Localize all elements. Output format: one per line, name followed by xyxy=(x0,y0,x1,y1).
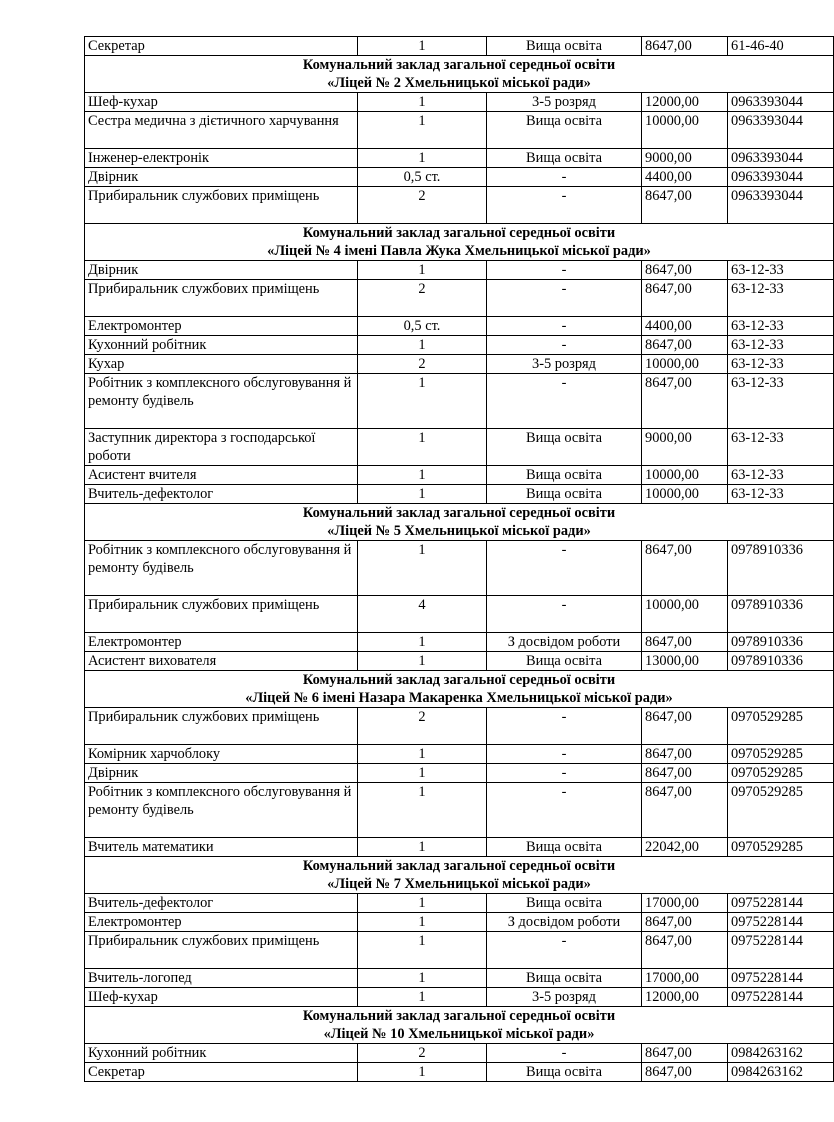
table-row xyxy=(85,633,834,652)
requirement-cell: - xyxy=(487,708,642,745)
requirement-cell: Вища освіта xyxy=(487,969,642,988)
salary-cell: 10000,00 xyxy=(642,112,728,149)
salary-cell: 17000,00 xyxy=(642,969,728,988)
institution-type: Комунальний заклад загальної середньої освіти xyxy=(302,672,616,688)
count-cell: 1 xyxy=(358,485,487,504)
position-cell: Кухонний робітник xyxy=(85,1044,358,1063)
document-page xyxy=(84,36,803,1082)
table-row xyxy=(85,112,834,149)
count-cell: 1 xyxy=(358,988,487,1007)
table-row xyxy=(85,541,834,596)
phone-cell: 63-12-33 xyxy=(728,485,834,504)
position-cell: Двірник xyxy=(85,764,358,783)
requirement-cell: - xyxy=(487,932,642,969)
table-row xyxy=(85,355,834,374)
requirement-cell: - xyxy=(487,764,642,783)
salary-cell: 12000,00 xyxy=(642,93,728,112)
position-cell: Робітник з комплексного обслуговування й ремонту будівель xyxy=(85,783,358,838)
position-cell: Прибиральник службових приміщень xyxy=(85,708,358,745)
position-cell: Секретар xyxy=(85,1063,358,1082)
requirement-cell: - xyxy=(487,596,642,633)
position-cell: Сестра медична з дієтичного харчування xyxy=(85,112,358,149)
institution-name: «Ліцей № 2 Хмельницької міської ради» xyxy=(327,75,591,91)
count-cell: 1 xyxy=(358,374,487,429)
salary-cell: 4400,00 xyxy=(642,317,728,336)
requirement-cell: Вища освіта xyxy=(487,485,642,504)
salary-cell: 8647,00 xyxy=(642,261,728,280)
position-cell: Вчитель математики xyxy=(85,838,358,857)
salary-cell: 9000,00 xyxy=(642,149,728,168)
count-cell: 1 xyxy=(358,913,487,932)
count-cell: 1 xyxy=(358,93,487,112)
position-cell: Вчитель-логопед xyxy=(85,969,358,988)
requirement-cell: - xyxy=(487,187,642,224)
institution-type: Комунальний заклад загальної середньої освіти xyxy=(302,858,616,874)
requirement-cell: З досвідом роботи xyxy=(487,633,642,652)
institution-header xyxy=(85,224,834,261)
table-row xyxy=(85,485,834,504)
institution-name: «Ліцей № 10 Хмельницької міської ради» xyxy=(323,1026,595,1042)
requirement-cell: 3-5 розряд xyxy=(487,93,642,112)
position-cell: Кухонний робітник xyxy=(85,336,358,355)
requirement-cell: Вища освіта xyxy=(487,652,642,671)
requirement-cell: Вища освіта xyxy=(487,149,642,168)
count-cell: 1 xyxy=(358,149,487,168)
institution-type: Комунальний заклад загальної середньої освіти xyxy=(302,57,616,73)
table-row xyxy=(85,1063,834,1082)
table-row xyxy=(85,969,834,988)
count-cell: 1 xyxy=(358,261,487,280)
table-row xyxy=(85,708,834,745)
phone-cell: 63-12-33 xyxy=(728,466,834,485)
requirement-cell: - xyxy=(487,541,642,596)
salary-cell: 8647,00 xyxy=(642,913,728,932)
table-row xyxy=(85,149,834,168)
table-row xyxy=(85,280,834,317)
salary-cell: 8647,00 xyxy=(642,280,728,317)
institution-name: «Ліцей № 5 Хмельницької міської ради» xyxy=(327,523,591,539)
salary-cell: 10000,00 xyxy=(642,485,728,504)
position-cell: Прибиральник службових приміщень xyxy=(85,280,358,317)
position-cell: Заступник директора з господарської роботи xyxy=(85,429,358,466)
phone-cell: 0963393044 xyxy=(728,112,834,149)
phone-cell: 63-12-33 xyxy=(728,355,834,374)
count-cell: 1 xyxy=(358,652,487,671)
institution-header xyxy=(85,56,834,93)
count-cell: 2 xyxy=(358,355,487,374)
phone-cell: 0970529285 xyxy=(728,708,834,745)
position-cell: Електромонтер xyxy=(85,913,358,932)
requirement-cell: Вища освіта xyxy=(487,894,642,913)
institution-header xyxy=(85,1007,834,1044)
requirement-cell: З досвідом роботи xyxy=(487,913,642,932)
salary-cell: 10000,00 xyxy=(642,596,728,633)
salary-cell: 8647,00 xyxy=(642,1044,728,1063)
position-cell: Вчитель-дефектолог xyxy=(85,894,358,913)
requirement-cell: - xyxy=(487,745,642,764)
table-row xyxy=(85,596,834,633)
table-row xyxy=(85,1044,834,1063)
phone-cell: 63-12-33 xyxy=(728,317,834,336)
count-cell: 1 xyxy=(358,336,487,355)
phone-cell: 0970529285 xyxy=(728,745,834,764)
position-cell: Секретар xyxy=(85,37,358,56)
requirement-cell: 3-5 розряд xyxy=(487,355,642,374)
table-row xyxy=(85,913,834,932)
table-row xyxy=(85,932,834,969)
phone-cell: 0984263162 xyxy=(728,1063,834,1082)
table-row xyxy=(85,37,834,56)
table-row xyxy=(85,429,834,466)
institution-header-row xyxy=(85,224,834,261)
phone-cell: 0970529285 xyxy=(728,838,834,857)
table-row xyxy=(85,374,834,429)
phone-cell: 63-12-33 xyxy=(728,261,834,280)
institution-header-row xyxy=(85,671,834,708)
position-cell: Прибиральник службових приміщень xyxy=(85,596,358,633)
phone-cell: 0978910336 xyxy=(728,633,834,652)
phone-cell: 63-12-33 xyxy=(728,374,834,429)
count-cell: 2 xyxy=(358,280,487,317)
phone-cell: 0975228144 xyxy=(728,894,834,913)
requirement-cell: Вища освіта xyxy=(487,112,642,149)
table-row xyxy=(85,838,834,857)
salary-cell: 8647,00 xyxy=(642,374,728,429)
salary-cell: 10000,00 xyxy=(642,355,728,374)
position-cell: Вчитель-дефектолог xyxy=(85,485,358,504)
count-cell: 1 xyxy=(358,541,487,596)
phone-cell: 0978910336 xyxy=(728,596,834,633)
requirement-cell: - xyxy=(487,1044,642,1063)
salary-cell: 8647,00 xyxy=(642,745,728,764)
requirement-cell: Вища освіта xyxy=(487,466,642,485)
phone-cell: 0978910336 xyxy=(728,541,834,596)
requirement-cell: - xyxy=(487,280,642,317)
requirement-cell: 3-5 розряд xyxy=(487,988,642,1007)
salary-cell: 8647,00 xyxy=(642,1063,728,1082)
count-cell: 1 xyxy=(358,932,487,969)
position-cell: Робітник з комплексного обслуговування й ремонту будівель xyxy=(85,374,358,429)
count-cell: 2 xyxy=(358,187,487,224)
institution-header xyxy=(85,504,834,541)
phone-cell: 0975228144 xyxy=(728,913,834,932)
phone-cell: 0963393044 xyxy=(728,168,834,187)
position-cell: Електромонтер xyxy=(85,633,358,652)
requirement-cell: - xyxy=(487,336,642,355)
requirement-cell: Вища освіта xyxy=(487,1063,642,1082)
position-cell: Комірник харчоблоку xyxy=(85,745,358,764)
salary-cell: 8647,00 xyxy=(642,633,728,652)
salary-cell: 8647,00 xyxy=(642,187,728,224)
phone-cell: 61-46-40 xyxy=(728,37,834,56)
count-cell: 1 xyxy=(358,633,487,652)
institution-type: Комунальний заклад загальної середньої освіти xyxy=(302,1008,616,1024)
salary-cell: 8647,00 xyxy=(642,541,728,596)
phone-cell: 0975228144 xyxy=(728,969,834,988)
table-row xyxy=(85,168,834,187)
phone-cell: 63-12-33 xyxy=(728,280,834,317)
requirement-cell: - xyxy=(487,261,642,280)
requirement-cell: - xyxy=(487,783,642,838)
requirement-cell: - xyxy=(487,317,642,336)
salary-cell: 10000,00 xyxy=(642,466,728,485)
count-cell: 1 xyxy=(358,969,487,988)
institution-name: «Ліцей № 7 Хмельницької міської ради» xyxy=(327,876,591,892)
count-cell: 1 xyxy=(358,429,487,466)
position-cell: Електромонтер xyxy=(85,317,358,336)
vacancies-table xyxy=(84,36,834,1082)
count-cell: 1 xyxy=(358,466,487,485)
salary-cell: 9000,00 xyxy=(642,429,728,466)
count-cell: 2 xyxy=(358,708,487,745)
table-row xyxy=(85,652,834,671)
table-row xyxy=(85,783,834,838)
requirement-cell: Вища освіта xyxy=(487,37,642,56)
institution-header xyxy=(85,671,834,708)
phone-cell: 0975228144 xyxy=(728,932,834,969)
count-cell: 2 xyxy=(358,1044,487,1063)
count-cell: 1 xyxy=(358,838,487,857)
salary-cell: 13000,00 xyxy=(642,652,728,671)
position-cell: Двірник xyxy=(85,261,358,280)
salary-cell: 8647,00 xyxy=(642,783,728,838)
salary-cell: 17000,00 xyxy=(642,894,728,913)
position-cell: Прибиральник службових приміщень xyxy=(85,932,358,969)
salary-cell: 12000,00 xyxy=(642,988,728,1007)
position-cell: Робітник з комплексного обслуговування й ремонту будівель xyxy=(85,541,358,596)
salary-cell: 8647,00 xyxy=(642,764,728,783)
salary-cell: 8647,00 xyxy=(642,336,728,355)
count-cell: 1 xyxy=(358,112,487,149)
count-cell: 1 xyxy=(358,783,487,838)
phone-cell: 63-12-33 xyxy=(728,336,834,355)
institution-header-row xyxy=(85,504,834,541)
count-cell: 0,5 ст. xyxy=(358,317,487,336)
phone-cell: 0978910336 xyxy=(728,652,834,671)
institution-header xyxy=(85,857,834,894)
institution-type: Комунальний заклад загальної середньої освіти xyxy=(302,225,616,241)
requirement-cell: - xyxy=(487,168,642,187)
position-cell: Інженер-електронік xyxy=(85,149,358,168)
requirement-cell: - xyxy=(487,374,642,429)
phone-cell: 0963393044 xyxy=(728,149,834,168)
count-cell: 1 xyxy=(358,37,487,56)
vacancies-table-body xyxy=(85,37,834,1082)
salary-cell: 22042,00 xyxy=(642,838,728,857)
position-cell: Асистент вчителя xyxy=(85,466,358,485)
salary-cell: 8647,00 xyxy=(642,932,728,969)
table-row xyxy=(85,93,834,112)
phone-cell: 0970529285 xyxy=(728,783,834,838)
count-cell: 1 xyxy=(358,894,487,913)
institution-type: Комунальний заклад загальної середньої освіти xyxy=(302,505,616,521)
table-row xyxy=(85,764,834,783)
phone-cell: 0975228144 xyxy=(728,988,834,1007)
table-row xyxy=(85,317,834,336)
position-cell: Двірник xyxy=(85,168,358,187)
salary-cell: 8647,00 xyxy=(642,708,728,745)
institution-header-row xyxy=(85,56,834,93)
count-cell: 0,5 ст. xyxy=(358,168,487,187)
phone-cell: 0970529285 xyxy=(728,764,834,783)
table-row xyxy=(85,894,834,913)
salary-cell: 4400,00 xyxy=(642,168,728,187)
position-cell: Шеф-кухар xyxy=(85,93,358,112)
table-row xyxy=(85,988,834,1007)
requirement-cell: Вища освіта xyxy=(487,838,642,857)
institution-name: «Ліцей № 6 імені Назара Макаренка Хмельницької міської ради» xyxy=(245,690,673,706)
count-cell: 1 xyxy=(358,745,487,764)
institution-name: «Ліцей № 4 імені Павла Жука Хмельницької міської ради» xyxy=(267,243,651,259)
table-row xyxy=(85,466,834,485)
phone-cell: 0963393044 xyxy=(728,93,834,112)
phone-cell: 63-12-33 xyxy=(728,429,834,466)
salary-cell: 8647,00 xyxy=(642,37,728,56)
count-cell: 4 xyxy=(358,596,487,633)
institution-header-row xyxy=(85,857,834,894)
table-row xyxy=(85,336,834,355)
position-cell: Шеф-кухар xyxy=(85,988,358,1007)
institution-header-row xyxy=(85,1007,834,1044)
count-cell: 1 xyxy=(358,1063,487,1082)
position-cell: Прибиральник службових приміщень xyxy=(85,187,358,224)
table-row xyxy=(85,261,834,280)
table-row xyxy=(85,745,834,764)
position-cell: Кухар xyxy=(85,355,358,374)
phone-cell: 0963393044 xyxy=(728,187,834,224)
count-cell: 1 xyxy=(358,764,487,783)
requirement-cell: Вища освіта xyxy=(487,429,642,466)
position-cell: Асистент вихователя xyxy=(85,652,358,671)
table-row xyxy=(85,187,834,224)
phone-cell: 0984263162 xyxy=(728,1044,834,1063)
